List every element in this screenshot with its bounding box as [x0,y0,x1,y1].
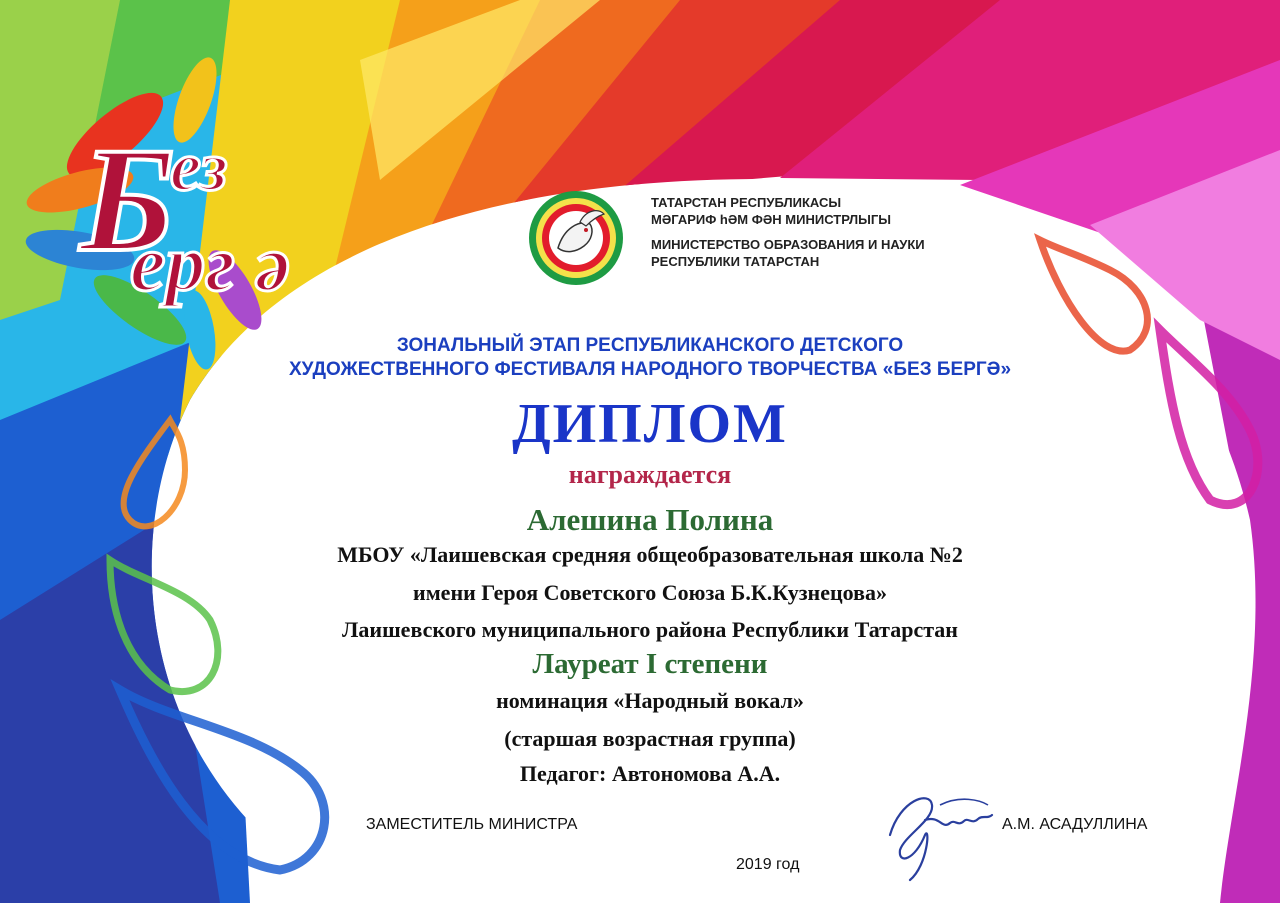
ministry-russian-line1: МИНИСТЕРСТВО ОБРАЗОВАНИЯ И НАУКИ [651,237,925,252]
year: 2019 год [736,856,800,873]
logo-letter-b: Б [80,117,176,283]
ministry-russian-line2: РЕСПУБЛИКИ ТАТАРСТАН [651,254,820,269]
awarded-label: награждается [568,460,732,489]
festival-logo [20,40,430,370]
age-group: (старшая возрастная группа) [504,726,796,751]
festival-heading [200,334,1100,382]
nomination: номинация «Народный вокал» [496,688,804,713]
ministry-header [651,194,925,270]
festival-line2: ХУДОЖЕСТВЕННОГО ФЕСТИВАЛЯ НАРОДНОГО ТВОРЧЕСТВА «БЕЗ БЕРГӘ» [288,359,1012,380]
signatory-position: ЗАМЕСТИТЕЛЬ МИНИСТРА [366,816,578,833]
school-line-2: имени Героя Советского Союза Б.К.Кузнецова» [413,580,887,605]
signatory-name: А.М. АСАДУЛЛИНА [1002,816,1148,833]
teacher: Педагог: Автономова А.А. [519,761,781,786]
diploma-title: ДИПЛОМ [512,393,788,455]
school-line-1: МБОУ «Лаишевская средняя общеобразовательная школа №2 [337,542,963,567]
festival-line1: ЗОНАЛЬНЫЙ ЭТАП РЕСПУБЛИКАНСКОГО ДЕТСКОГО [396,335,904,356]
ministry-tatar-line1: ТАТАРСТАН РЕСПУБЛИКАСЫ [651,195,842,210]
ministry-tatar-line2: МӘГАРИФ һӘМ ФӘН МИНИСТРЛЫГЫ [651,212,891,227]
tatarstan-emblem [524,188,628,288]
recipient-name: Алешина Полина [526,502,774,537]
logo-word-ez: ез [170,129,228,206]
award-title: Лауреат I степени [532,648,768,680]
school-line-3: Лаишевского муниципального района Республики Татарстан [342,617,958,642]
handwritten-signature [870,775,1000,885]
logo-word-berge: ерг ә [130,220,291,308]
